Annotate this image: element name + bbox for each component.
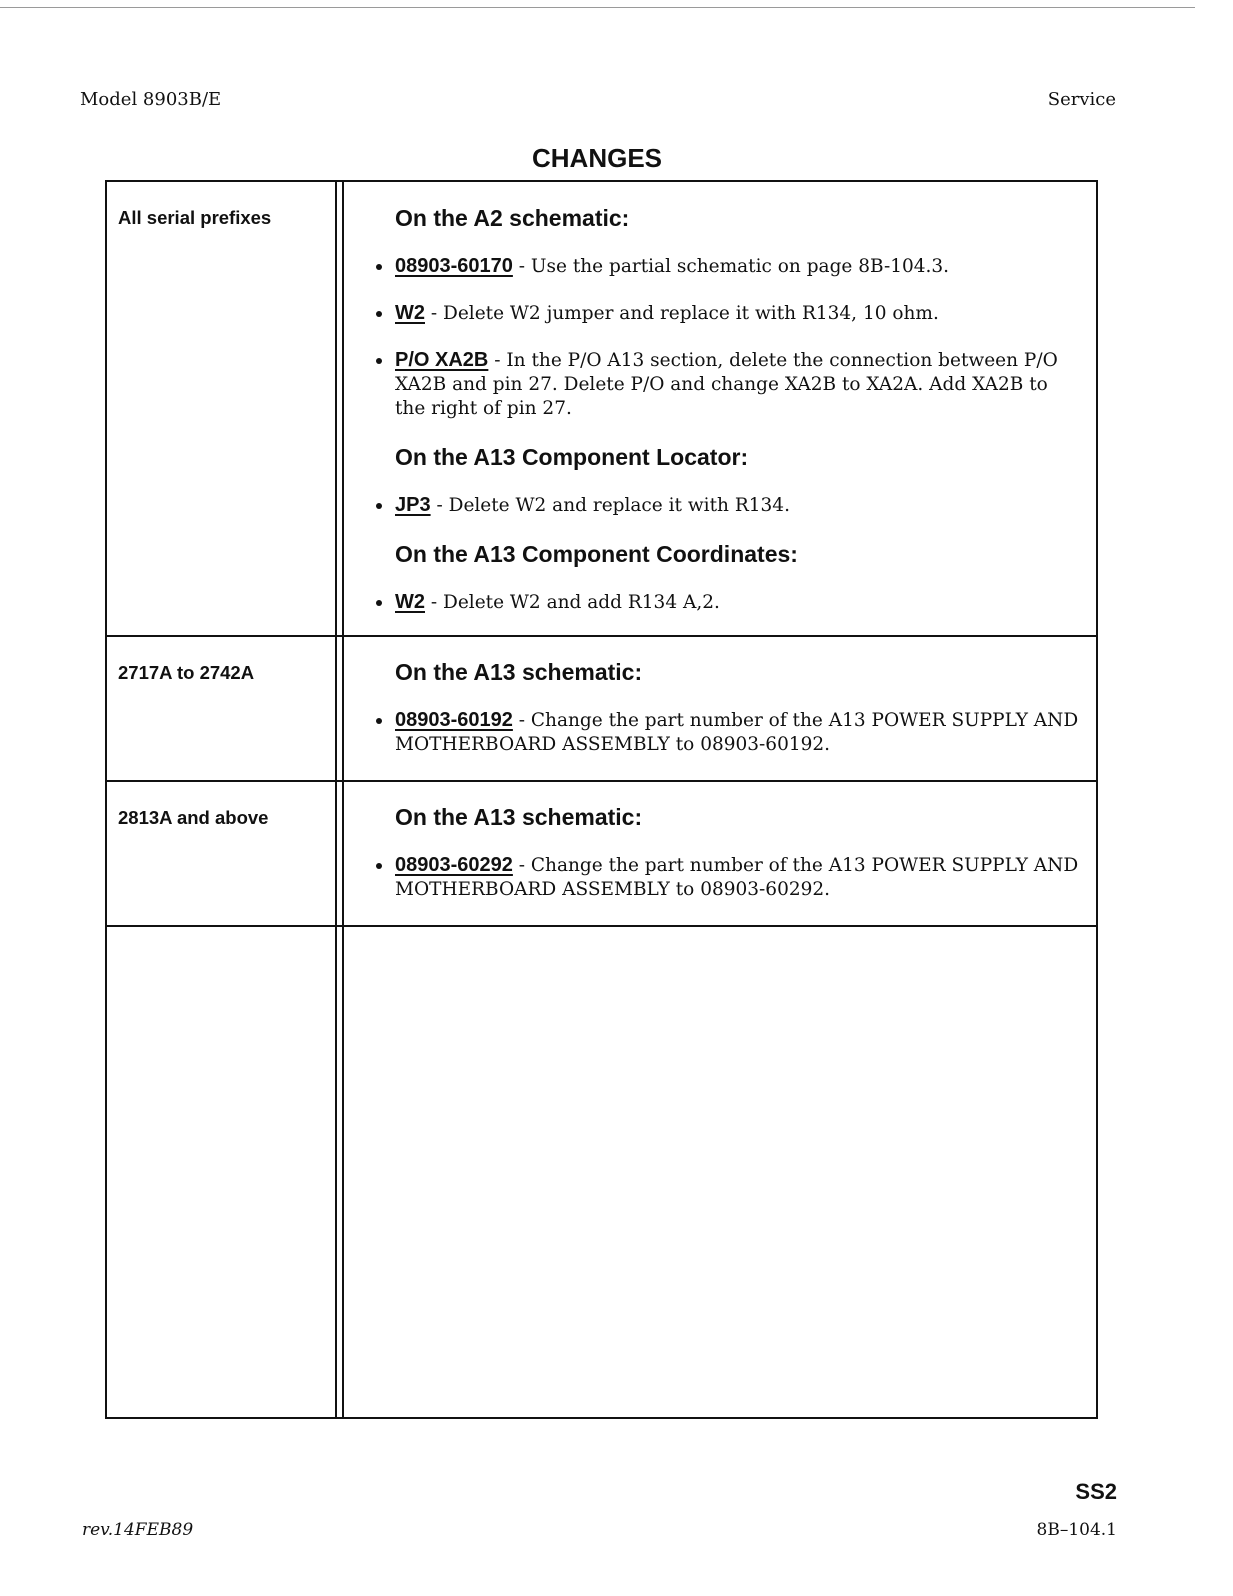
page-number: 8B–104.1 (1036, 1520, 1117, 1540)
change-item (395, 853, 1096, 902)
revision-date: rev.14FEB89 (82, 1520, 194, 1540)
change-description: - In the P/O A13 section, delete the connection between P/O (488, 350, 1058, 371)
change-item (395, 493, 1096, 518)
change-item (395, 590, 1096, 615)
part-number: 08903-60170 (395, 255, 513, 277)
scan-edge-line (0, 7, 1195, 8)
change-description: - Delete W2 jumper and replace it with R134, 10 ohm. (425, 303, 939, 324)
part-number: W2 (395, 591, 425, 613)
serial-prefix-label: All serial prefixes (118, 207, 272, 228)
table-row (107, 182, 1096, 637)
bullet-icon (376, 311, 382, 317)
changes-table (105, 180, 1098, 1419)
serial-cell (107, 182, 337, 635)
change-item (395, 254, 1096, 279)
change-item (395, 301, 1096, 326)
change-description-line: MOTHERBOARD ASSEMBLY to 08903-60292. (395, 879, 831, 900)
bullet-icon (376, 600, 382, 606)
model-header: Model 8903B/E (80, 89, 222, 110)
bullet-icon (376, 264, 382, 270)
change-description: - Change the part number of the A13 POWER SUPPLY AND (512, 710, 1079, 731)
group-heading: On the A13 schematic: (395, 659, 643, 685)
changes-cell (342, 782, 1096, 925)
group-heading: On the A13 schematic: (395, 804, 643, 830)
table-row-empty (107, 927, 1096, 1417)
serial-cell (107, 927, 337, 1417)
part-number: JP3 (395, 494, 431, 516)
change-description: - Delete W2 and add R134 A,2. (425, 592, 720, 613)
change-description: - Change the part number of the A13 POWER SUPPLY AND (512, 855, 1079, 876)
change-description-line: the right of pin 27. (395, 398, 572, 419)
bullet-icon (376, 358, 382, 364)
table-row (107, 637, 1096, 782)
change-description: - Delete W2 and replace it with R134. (430, 495, 790, 516)
change-item (395, 348, 1096, 421)
table-row (107, 782, 1096, 927)
change-item (395, 708, 1096, 757)
page-title: CHANGES (532, 143, 663, 173)
serial-cell (107, 782, 337, 925)
part-number: W2 (395, 302, 425, 324)
serial-prefix-label: 2813A and above (118, 807, 269, 828)
change-description: - Use the partial schematic on page 8B-104.3. (512, 256, 950, 277)
bullet-icon (376, 718, 382, 724)
serial-cell (107, 637, 337, 780)
changes-cell (342, 637, 1096, 780)
changes-cell (342, 182, 1096, 635)
section-header: Service (1047, 89, 1116, 110)
part-number: P/O XA2B (395, 349, 489, 371)
change-description-line: MOTHERBOARD ASSEMBLY to 08903-60192. (395, 734, 831, 755)
part-number: 08903-60292 (395, 854, 513, 876)
changes-cell (342, 927, 1096, 1417)
change-description-line: XA2B and pin 27. Delete P/O and change XA2B to XA2A. Add XA2B to (395, 374, 1048, 395)
bullet-icon (376, 863, 382, 869)
serial-prefix-label: 2717A to 2742A (118, 662, 255, 683)
part-number: 08903-60192 (395, 709, 513, 731)
bullet-icon (376, 503, 382, 509)
group-heading: On the A2 schematic: (395, 205, 630, 231)
section-code: SS2 (1075, 1479, 1117, 1504)
group-heading: On the A13 Component Locator: (395, 444, 749, 470)
group-heading: On the A13 Component Coordinates: (395, 541, 798, 567)
